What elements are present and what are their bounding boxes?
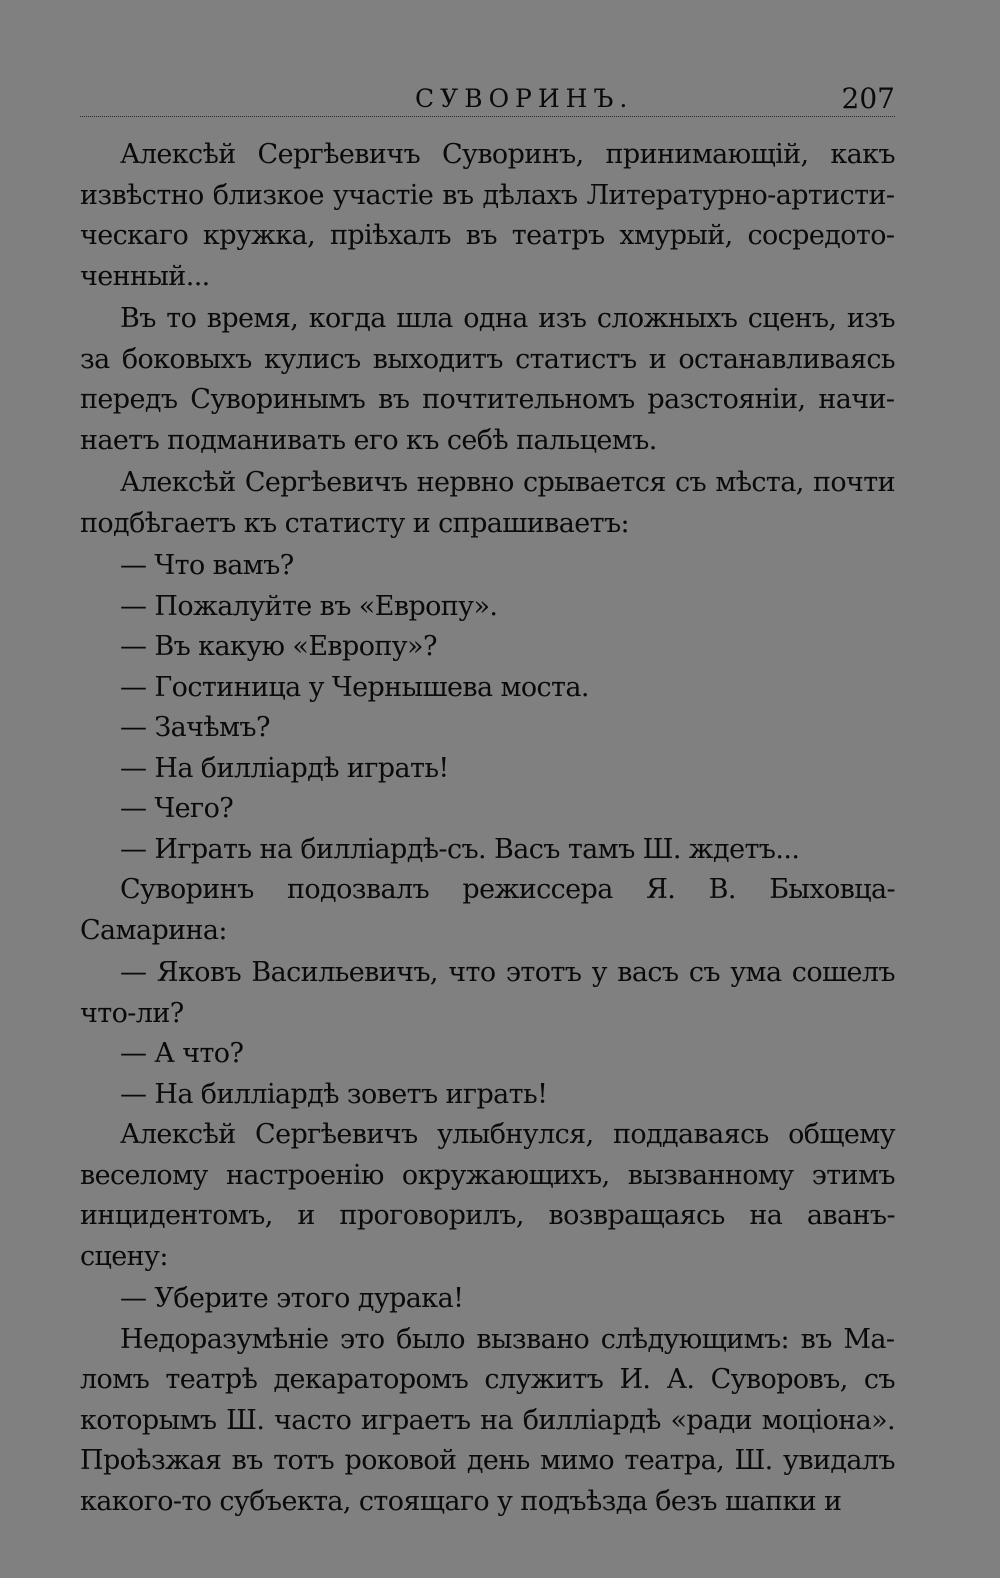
paragraph: Алексѣй Сергѣевичъ Суворинъ, принимающій, какъ извѣстно близкое участіе въ дѣлахъ Литературно-артистическаго кружка, пріѣхалъ въ театръ хмурый, сосредоточенный... bbox=[80, 139, 895, 292]
dialogue-line: — На билліардѣ зоветъ играть! bbox=[120, 1078, 548, 1110]
dialogue-line: — На билліардѣ играть! bbox=[120, 752, 449, 784]
paragraph: Алексѣй Сергѣевичъ улыбнулся, поддаваясь общему веселому настроенію окружающихъ, вызванному этимъ инцидентомъ, и проговорилъ, возвращаясь на аванъ-сцену: bbox=[80, 1119, 895, 1272]
dialogue-line: — Чего? bbox=[120, 793, 234, 824]
dialogue-line: — Что вамъ? bbox=[120, 550, 294, 581]
dialogue-line: — А что? bbox=[120, 1038, 244, 1069]
paragraph: Недоразумѣніе это было вызвано слѣдующимъ: въ Маломъ театрѣ декараторомъ служитъ И. А. Суворовъ, съ которымъ Ш. часто играетъ на билліардѣ «ради моціона». Проѣзжая въ тотъ роковой день мимо театра, Ш. увидалъ какого-то субъекта, стоящаго у подъѣзда безъ шапки и bbox=[80, 1323, 895, 1517]
paragraph: Суворинъ подозвалъ режиссера Я. В. Быховца-Самарина: bbox=[80, 874, 895, 946]
page-number: 207 bbox=[841, 82, 895, 115]
paragraph: Алексѣй Сергѣевичъ нервно срывается съ мѣста, почти подбѣгаетъ къ статисту и спрашиваетъ: bbox=[80, 467, 895, 539]
dialogue-line: — Гостиница у Чернышева моста. bbox=[120, 671, 589, 703]
paragraph: Въ то время, когда шла одна изъ сложныхъ сценъ, изъ за боковыхъ кулисъ выходитъ статистъ и останавливаясь передъ Суворинымъ въ почтительномъ разстояніи, начинаетъ подманивать его къ себѣ пальцемъ. bbox=[80, 303, 895, 456]
dialogue-line: — Играть на билліардѣ-съ. Васъ тамъ Ш. ждетъ... bbox=[120, 833, 800, 865]
running-title: СУВОРИНЪ. bbox=[415, 84, 634, 113]
page-header bbox=[80, 78, 895, 117]
dialogue-line: — Уберите этого дурака! bbox=[120, 1283, 464, 1314]
dialogue-line: — Пожалуйте въ «Европу». bbox=[120, 590, 498, 622]
dialogue-line: — Въ какую «Европу»? bbox=[120, 631, 437, 662]
dialogue-line: — Яковъ Васильевичъ, что этотъ у васъ съ ума сошелъ что-ли? bbox=[80, 957, 895, 1029]
dialogue-line: — Зачѣмъ? bbox=[120, 712, 270, 743]
book-page bbox=[80, 78, 895, 1524]
page-body bbox=[80, 135, 895, 1522]
